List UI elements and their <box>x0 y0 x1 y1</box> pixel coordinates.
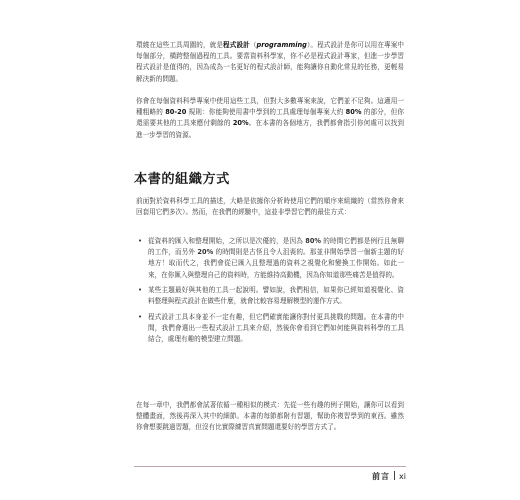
section-paragraph-1: 前面對於資料科學工具的描述，大略是依據你分析時使用它們的順序來組織的（當然你會來回套用它們多次）。然而，在我們的經驗中，這並非學習它們的最佳方式： <box>136 197 404 217</box>
footer-label: 前言 <box>372 472 391 481</box>
bullet-dot-icon: • <box>138 313 143 321</box>
bullet-1-a: 從資料的匯入和整理開始，之所以是次優的，是因為 <box>148 237 306 245</box>
bullet-2-text: 某些主題最好與其他的工具一起說明。譬如說，我們相信，如果你已經知道視覺化、資料整理與程式設計在做些什麼，就會比較容易理解模型的運作方式。 <box>148 286 404 306</box>
bullet-dot-icon: • <box>138 237 143 245</box>
intro-paragraph-2 <box>136 96 404 141</box>
term-programming-en: programming <box>256 41 307 49</box>
bullet-3-text: 程式設計工具本身並不一定有趣，但它們確實能讓你對付更具挑戰的問題。在本書的中間，我們會選出一些程式設計工具來介紹，然後你會看到它們如何能與資料科學的工具結合，處理有趣的模型建立問題。 <box>148 313 404 344</box>
intro-p1-rest: 。程式設計是你可以用在專案中每個部分，橫跨整個過程的工具。要當資料科學家，你不必是程式設計專家，但進一步學習程式設計是值得的，因為成為一名更好的程式設計師，能夠讓你自動化常見的任務，更輕易解決新的問題。 <box>136 41 405 83</box>
bullet-dot-icon: • <box>138 286 143 295</box>
bullet-1-e: 的時間則是古怪且令人沮喪的。那並非開始學習一個新主題的好地方！取而代之，我們會從已匯入且整理過的資料之視覺化和變換工作開始。如此一來，在你匯入與整理自己的資料時，方能維持高動機，因為你知道那些痛苦是值得的。 <box>148 248 404 279</box>
bullet-item <box>136 312 404 346</box>
intro-p2-b: 規則：你能夠使用書中學到的工具處理每個專案大約 <box>186 108 346 117</box>
bullet-item <box>136 236 404 281</box>
intro-p2-a: 你會在每個資料科學專案中使用這些工具，但對大多數專案來說，它們並不足夠。這適用一種粗略的 <box>136 97 404 117</box>
intro-paragraph-1: 環繞在這些工具周圍的，就是程式設計（programming）。程式設計是你可以用在專案中每個部分，橫跨整個過程的工具。要當資料科學家，你不必是程式設計專家，但進一步學習程式設計是值得的，因為成為一名更好的程式設計師，能夠讓你自動化常見的任務，更輕易解決新的問題。 <box>136 41 405 83</box>
footer-separator <box>394 471 395 480</box>
bullet-list <box>136 236 404 350</box>
percent-80: 80% <box>345 108 362 117</box>
rule-80-20: 80-20 <box>165 108 187 117</box>
section-paragraph-2: 在每一章中，我們都會試著依循一種相似的模式：先從一些有趣的例子開始，讓你可以看到整體畫面，然後再深入其中的細節。本書的每節都附有習題，幫助你複習學到的東西。雖然你會想要跳過習題，但沒有比實際練習真實問題還要好的學習方式了。 <box>136 401 404 432</box>
term-programming-zh: 程式設計 <box>223 41 250 49</box>
bullet-item <box>136 285 404 307</box>
intro-p2-c: 的部分，但你還需要其他的工具來應付剩餘的 <box>136 108 404 128</box>
bullet-1-c: 的時間它們都是例行且無聊的工作，而另外 <box>148 237 404 257</box>
page-number: xi <box>399 472 406 481</box>
section-heading: 本書的組織方式 <box>134 172 230 187</box>
percent-20: 20% <box>232 119 249 128</box>
bullet-1-pct-80: 80% <box>305 237 322 245</box>
intro-p2-d: 。在本書的各個地方，我們都會指引你何處可以找到進一步學習的資源。 <box>136 119 404 139</box>
page-footer <box>372 471 406 482</box>
bullet-1-pct-20: 20% <box>197 248 214 257</box>
intro-p1-text: 環繞在這些工具周圍的，就是 <box>136 41 224 49</box>
footer-rule <box>134 466 406 467</box>
